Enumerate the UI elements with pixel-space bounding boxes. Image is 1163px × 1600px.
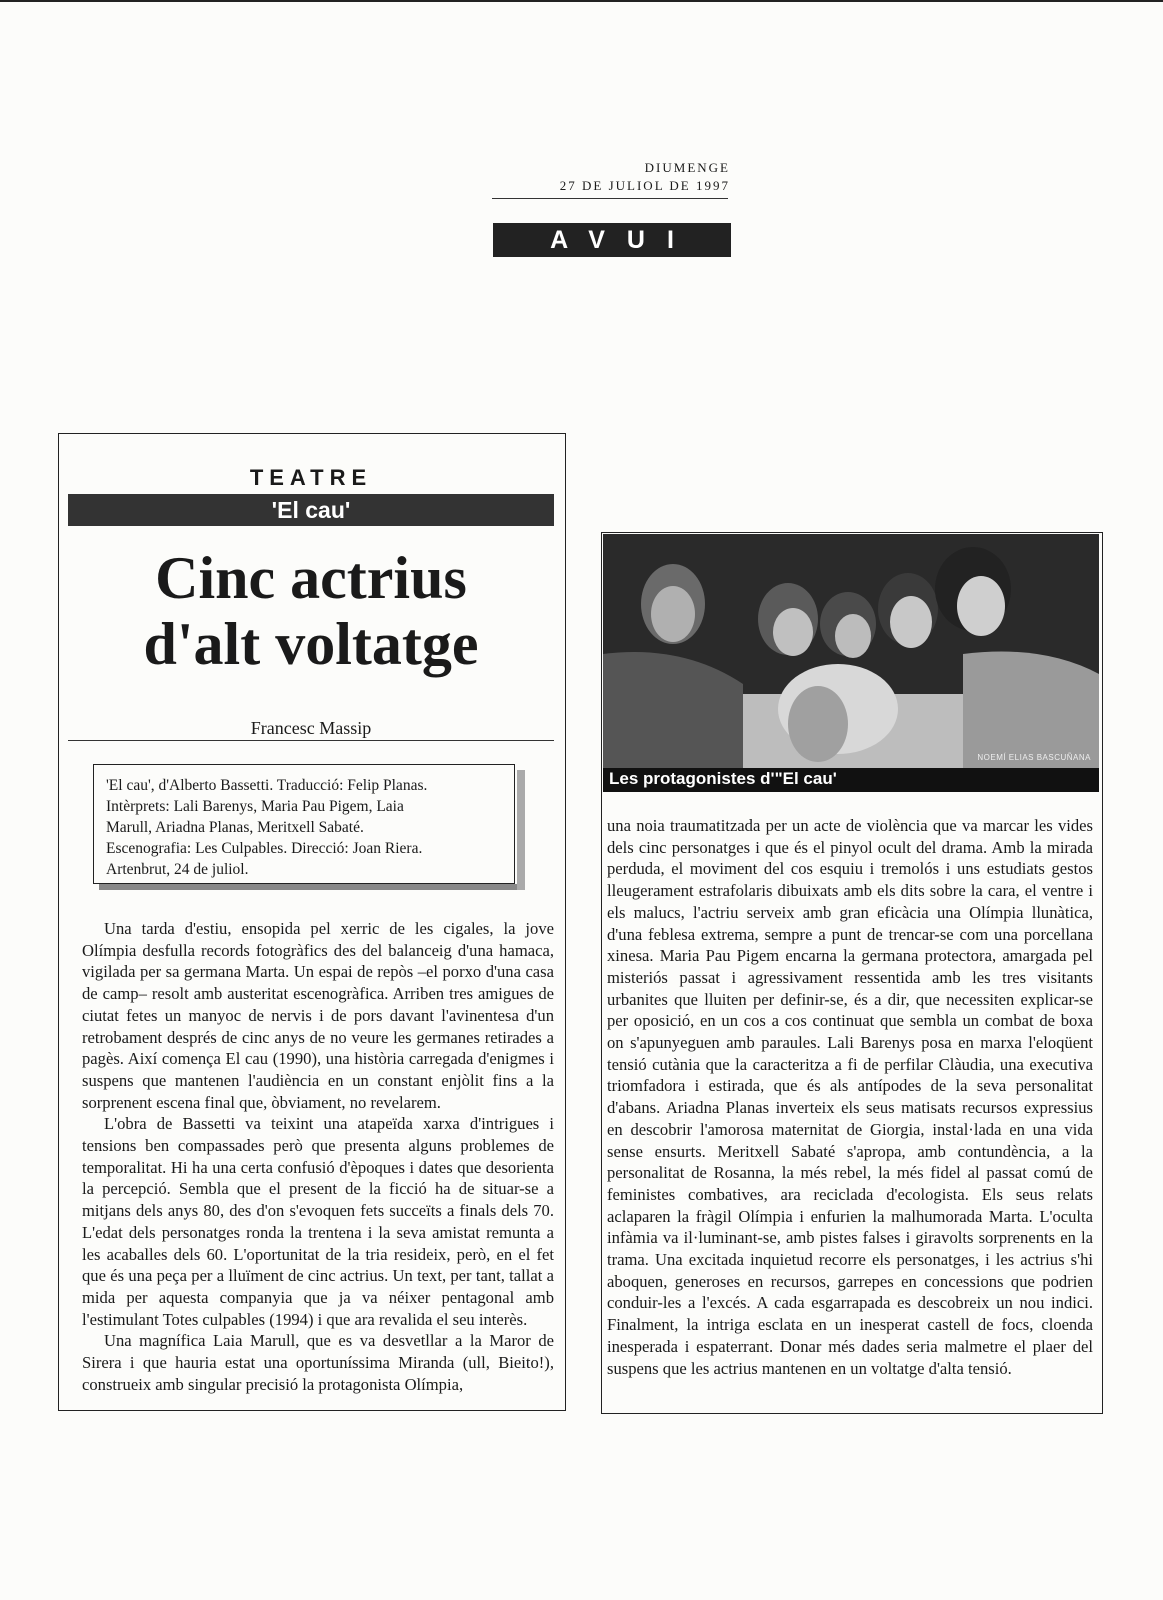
author-byline: Francesc Massip [250, 718, 372, 738]
header-rule [492, 198, 728, 199]
credits-line: Intèrprets: Lali Barenys, Maria Pau Pigem, Laia [106, 798, 404, 815]
paragraph: una noia traumatitzada per un acte de violència que va marcar les vides dels cinc personatges i que és el pinyol ocult del drama. Amb la mirada perduda, el moviment del cos esquiu i tremolós i uns estudiats gestos lleugerament estrafolaris dibuixats amb els dits sobre la cara, el ventre i els malucs, l'actriu serveix amb gran eficàcia una Olímpia llunàtica, d'una feblesa extrema, sempre a punt de trencar-se com una porcellana xinesa. Maria Pau Pigem encarna la germana protectora, amargada pel misteriós passat i agressivament ressentida amb les tres visitants urbanites que lluiten per definir-se, és a dir, que necessiten explicar-se per oposició, en un cos a cos continuat que sembla un combat de boxa on s'apunyeguen amb paraules. Lali Barenys posa en marxa l'eloqüent tensió cutània que la caracteritza a fi de perfilar Clàudia, una executiva triomfadora i estirada, que és als antípodes de la seva personalitat d'abans. Ariadna Planas inverteix els seus matisats recursos expressius en descobrir l'amorosa maternitat de Giorgia, instal·lada en una vida sense ensurts. Meritxell Sabaté s'apropa, amb contundència, a la personalitat de Rosanna, la més rebel, la més fidel al passat comú de feministes combatives, ara reciclada d'ecologista. Els seus relats aclaparen la fràgil Olímpia i enfurien la malhumorada Marta. L'oculta infàmia va il·luminant-se, amb pistes falses i giravolts sorprenents en la trama. Una excitada inquietud recorre els personatges, i les actrius s'hi aboquen, generoses en recursos, garrepes en concessions que podrien conduir-les a l'excés. A cada esgarrapada es descobreix un nou indici. Finalment, la intriga esclata en un inesperat castell de focs, cloenda inesperada i espaterrant. Donar més dades seria malmetre el plaer del suspens que les actrius mantenen en un voltatge d'alta tensió. [607, 816, 1093, 1378]
photo-caption: Les protagonistes d'"El cau' [609, 769, 837, 788]
header-date: 27 DE JULIOL DE 1997 [559, 178, 730, 193]
header-day: DIUMENGE [644, 160, 730, 175]
article-column-2 [607, 815, 1093, 1379]
paragraph: Una tarda d'estiu, ensopida pel xerric de les cigales, la jove Olímpia desfulla records fotogràfics des del balanceig d'una hamaca, vigilada per sa germana Marta. Un espai de repòs –el porxo d'una casa de camp– resolt amb austeritat escenogràfica. Arriben tres amigues de ciutat fetes un manyoc de nervis i de pors davant l'avinentesa d'un retrobament després de cinc anys de no veure les germanes retirades a pagès. Així comença El cau (1990), una història carregada d'enigmes i suspens que mantenen l'audiència en un constant enjòlit fins a la sorprenent escena final que, òbviament, no revelarem. [82, 919, 554, 1112]
headline-line-1: Cinc actrius [155, 545, 467, 611]
credits-box [93, 764, 515, 884]
top-edge-line [0, 0, 1163, 2]
credits-shadow [99, 884, 525, 890]
credits-line: Artenbrut, 24 de juliol. [106, 861, 249, 878]
credits-line: Marull, Ariadna Planas, Meritxell Sabaté. [106, 819, 364, 836]
actresses-photo [603, 534, 1099, 792]
byline-rule [68, 740, 554, 741]
paragraph: Una magnífica Laia Marull, que es va desvetllar a la Maror de Sirera i que hauria estat una oportuníssima Miranda (ull, Bieito!), construeix amb singular precisió la protagonista Olímpia, [82, 1331, 554, 1394]
credits-line: Escenografia: Les Culpables. Direcció: Joan Riera. [106, 840, 423, 857]
headline [68, 545, 554, 677]
section-label: TEATRE [249, 465, 373, 490]
credits-shadow-side [517, 770, 525, 890]
photo-caption-bar [603, 768, 1099, 792]
headline-line-2: d'alt voltatge [143, 611, 479, 677]
article-column-1 [82, 918, 554, 1395]
play-title-bar: 'El cau' [68, 494, 554, 526]
credits-line: 'El cau', d'Alberto Bassetti. Traducció: Felip Planas. [106, 777, 428, 794]
paragraph: L'obra de Bassetti va teixint una atapeïda xarxa d'intrigues i tensions ben compassades però que presenta alguns problemes de temporalitat. Hi ha una certa confusió d'èpoques i dates que desorienta la percepció. Sembla que el present de la ficció ha de situar-se a mitjans dels anys 80, des d'on s'evoquen fets succeïts a finals dels 70. L'edat dels personatges ronda la trentena i la seva amistat remunta a les acaballes dels 60. L'oportunitat de la tria resideix, però, en el fet que és una peça per a lluïment de cinc actrius. Un text, per tant, tallat a mida per aquesta companyia que ja va néixer pentagonal amb l'estimulant Totes culpables (1994) i que ara revalida el seu interès. [82, 1114, 554, 1329]
newspaper-masthead: AVUI [493, 223, 731, 257]
photo-credit: NOEMÍ ELIAS BASCUÑANA [977, 753, 1091, 762]
